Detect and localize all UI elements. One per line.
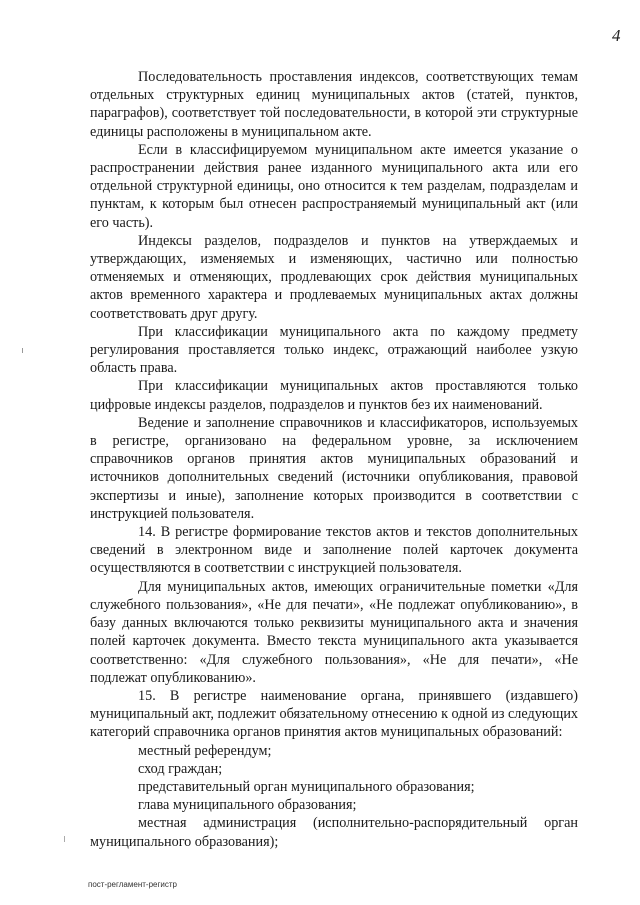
- paragraph-extension-of-act: Если в классифицируемом муниципальном акте имеется указание о распространении действия ранее изданного муниципального акта или его отдельной структурной единицы, оно относится к тем разделам, подразделам и пунктам, к которым был отнесен распространяемый муниципальный акт (или его часть).: [90, 141, 578, 231]
- paragraph-narrowest-area: При классификации муниципального акта по каждому предмету регулирования проставляется только индекс, отражающий наиболее узкую область права.: [90, 323, 578, 377]
- list-item: представительный орган муниципального образования;: [138, 778, 475, 795]
- footer-file-name: пост-регламент-регистр: [88, 880, 177, 889]
- paragraph-item-15: 15. В регистре наименование органа, принявшего (издавшего) муниципальный акт, подлежит обязательному отнесению к одной из следующих категорий справочника органов принятия актов муниципальных образований:: [90, 687, 578, 741]
- paragraph-numeric-indexes: При классификации муниципальных актов проставляются только цифровые индексы разделов, подразделов и пунктов без их наименований.: [90, 378, 578, 413]
- scan-artifact-mark: [64, 836, 65, 842]
- page-number: 4: [612, 26, 621, 45]
- scan-artifact-mark: [22, 348, 23, 353]
- paragraph-index-correspondence: Индексы разделов, подразделов и пунктов на утверждаемых и утверждающих, изменяемых и изменяющих, частично или полностью отменяемых и отменяющих, продлевающих срок действия муниципальных актов временного характера и продлеваемых муниципальных актах должны соответствовать друг другу.: [90, 232, 578, 322]
- paragraph-item-14: 14. В регистре формирование текстов актов и текстов дополнительных сведений в электронном виде и заполнение полей карточек документа осуществляются в соответствии с инструкцией пользователя.: [90, 524, 578, 577]
- document-body: [90, 68, 578, 851]
- list-item: местный референдум;: [138, 742, 272, 759]
- paragraph-restricted-acts: Для муниципальных актов, имеющих ограничительные пометки «Для служебного пользования», «Не для печати», «Не подлежат опубликованию», в базу данных включаются только реквизиты муниципального акта и значения полей карточек документа. Вместо текста муниципального акта указывается соответственно: «Для служебного пользования», «Не для печати», «Не подлежат опубликованию».: [90, 578, 578, 686]
- list-item: глава муниципального образования;: [138, 797, 357, 814]
- paragraph-index-order: Последовательность проставления индексов, соответствующих темам отдельных структурных единиц муниципальных актов (статей, пунктов, параграфов), соответствует той последовательности, в которой эти структурные единицы расположены в муниципальном акте.: [90, 69, 578, 140]
- list-item: сход граждан;: [138, 760, 223, 777]
- list-item: местная администрация (исполнительно-распорядительный орган муниципального образования);: [90, 815, 578, 850]
- paragraph-reference-books: Ведение и заполнение справочников и классификаторов, используемых в регистре, организовано на федеральном уровне, за исключением справочников органов принятия актов муниципальных образований и источников дополнительных сведений (источники опубликования, правовой экспертизы и иные), заполнение которых производится в соответствии с инструкцией пользователя.: [90, 414, 578, 522]
